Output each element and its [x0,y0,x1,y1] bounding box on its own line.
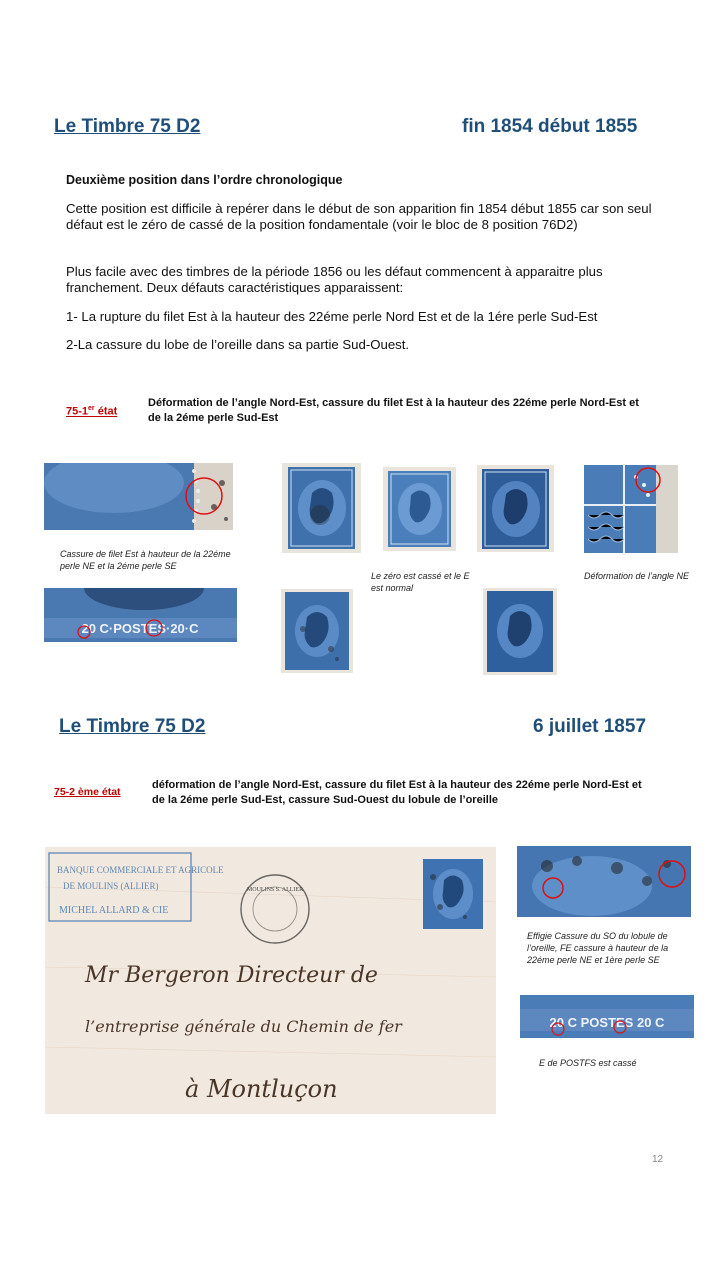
paragraph-3: 1- La rupture du filet Est à la hauteur des 22éme perle Nord Est et de la 1ére perle Sud-Est [66,309,598,324]
stamp-image-3 [477,465,554,552]
state-label-1-suffix: état [94,405,118,418]
caption-effigie: Effigie Cassure du SO du lobule de l’oreille, FE cassure à hauteur de la 22éme perle NE et 1ère perle SE [527,931,669,965]
closeup-filet-image [44,463,233,530]
stamp-image-2 [383,467,456,551]
letter-postmark: MOULINS S. ALLIER [246,887,304,893]
stamp-image-5 [483,588,557,675]
state-label-1-prefix: 75-1 [66,405,89,418]
caption-postes: E de POSTFS est cassé [539,1058,637,1068]
paragraph-4: 2-La cassure du lobe de l’oreille dans sa partie Sud-Ouest. [66,337,410,352]
section1-date: fin 1854 début 1855 [462,116,638,137]
closeup-effigie-image [517,846,691,917]
state-description-1: Déformation de l’angle Nord-Est, cassure du filet Est à la hauteur des 22éme perle Nord-Est et de la 2éme perle Sud-Est [148,397,639,424]
state-description-2: déformation de l’angle Nord-Est, cassure du filet Est à la hauteur des 22éme perle Nord-Est et de la 2éme perle Sud-Est, cassure Sud-Ouest du lobule de l’oreille [152,779,642,806]
paragraph-1: Cette position est difficile à repérer dans le début de son apparition fin 1854 début 1855 car son seul défaut est le zéro de cassé de la position fondamentale (voir le bloc de 8 position 76D2) [66,201,652,232]
stamp-image-1 [282,463,361,553]
page-number: 12 [652,1154,664,1165]
letter-address-2: l’entreprise générale du Chemin de fer [85,1017,402,1036]
letter-cover-image [45,847,496,1114]
letter-address-3: à Montluçon [185,1075,338,1103]
section2-date: 6 juillet 1857 [533,716,647,737]
caption-angle: Déformation de l’angle NE [584,571,690,581]
caption-filet: Cassure de filet Est à hauteur de la 22éme perle NE et la 2éme perle SE [60,549,231,571]
stamp-image-4 [281,589,353,673]
state-label-1 [66,405,117,418]
state-label-1-sup: er [88,405,95,412]
closeup-band-image [44,588,237,642]
section2-title: Le Timbre 75 D2 [59,716,206,737]
state-label-2: 75-2 ème état [54,786,121,798]
band-text-1: 20 C·POSTES·20·C [81,621,199,636]
closeup-postes-image [520,995,694,1038]
letter-box-line-2: DE MOULINS (ALLIER) [63,881,159,891]
band-text-2: 20 C POSTES 20 C [549,1015,665,1030]
closeup-angle-image [584,465,678,553]
section1-subtitle: Deuxième position dans l’ordre chronologique [66,173,343,187]
letter-box-line-3: MICHEL ALLARD & CIE [59,905,169,916]
caption-zero: Le zéro est cassé et le E est normal [371,571,470,593]
letter-box-line-1: BANQUE COMMERCIALE ET AGRICOLE [57,865,224,875]
section1-title: Le Timbre 75 D2 [54,116,201,137]
letter-address-1: Mr Bergeron Directeur de [85,963,378,988]
paragraph-2: Plus facile avec des timbres de la période 1856 ou les défaut commencent à apparaitre plus franchement. Deux défauts caractéristiques apparaissent: [66,264,603,295]
